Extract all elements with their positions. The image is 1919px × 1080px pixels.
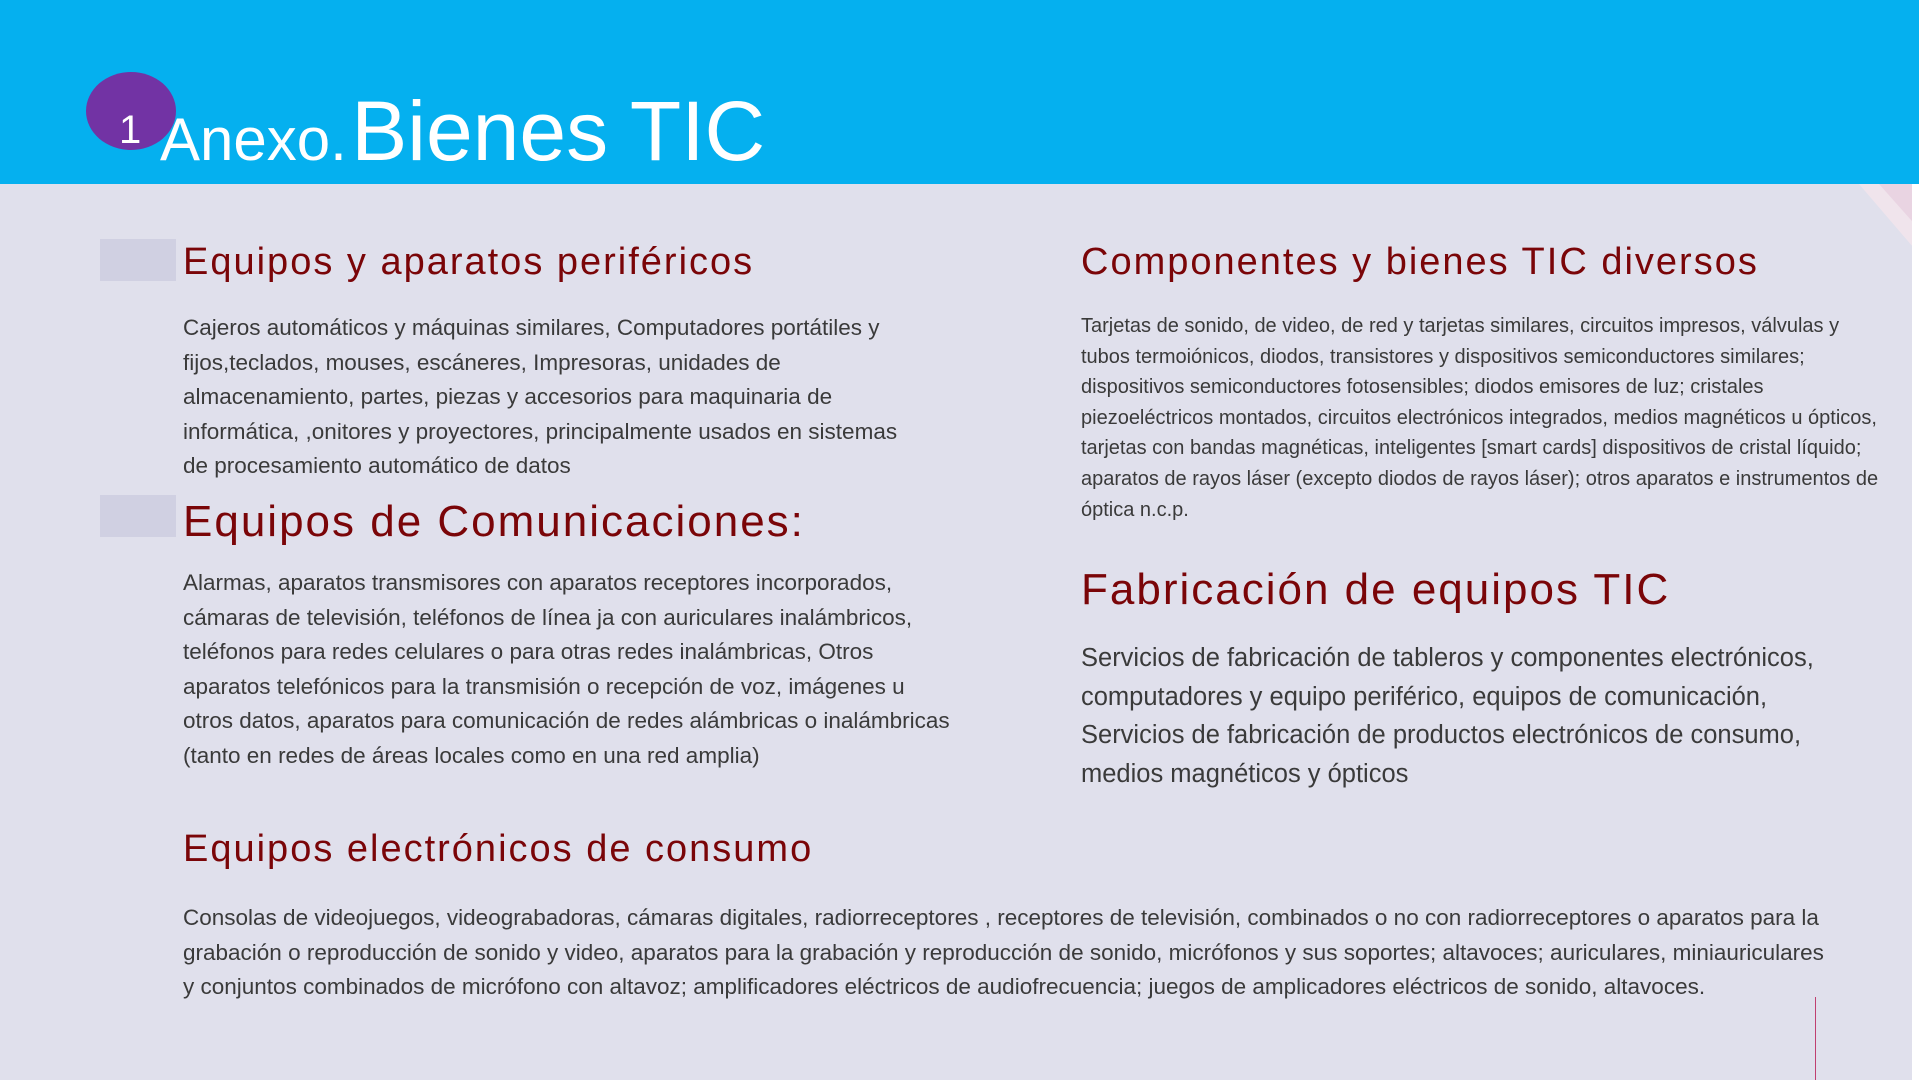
section-text-consumo: Consolas de videojuegos, videograbadoras, cámaras digitales, radiorreceptores , receptores de televisión, combinados o no con radiorreceptores o aparatos para la grabación o reproducción de sonido y video, aparatos para la grabación y reproducción de sonido, micrófonos y sus soportes; altavoces; auriculares, miniauriculares y conjuntos combinados de micrófono con altavoz; amplificadores eléctricos de audiofrecuencia; juegos de amplicadores eléctricos de sonido, altavoces.: [183, 905, 1824, 999]
bullet-box: [100, 239, 176, 281]
section-text-comunicaciones: Alarmas, aparatos transmisores con aparatos receptores incorporados, cámaras de televisión, teléfonos de línea ja con auriculares inalámbricos, teléfonos para redes celulares o para otras redes inalámbricas, Otros aparatos telefónicos para la transmisión o recepción de voz, imágenes u otros datos, aparatos para comunicación de redes alámbricas o inalámbricas (tanto en redes de áreas locales como en una red amplia): [183, 570, 950, 768]
title-prefix: Anexo.: [160, 106, 347, 173]
section-text-componentes: Tarjetas de sonido, de video, de red y tarjetas similares, circuitos impresos, válvulas y tubos termoiónicos, diodos, transistores y dispositivos semiconductores similares; dispositivos semiconductores fotosensibles; diodos emisores de luz; cristales piezoeléctricos montados, circuitos electrónicos integrados, medios magnéticos u ópticos, tarjetas con bandas magnéticas, inteligentes [smart cards] dispositivos de cristal líquido; aparatos de rayos láser (excepto diodos de rayos láser); otros aparatos e instrumentos de óptica n.c.p.: [1081, 315, 1879, 521]
section-heading-perifericos: Equipos y aparatos periféricos: [183, 241, 755, 283]
section-heading-comunicaciones: Equipos de Comunicaciones:: [183, 497, 805, 546]
right-edge: [1912, 184, 1919, 1080]
title-main: Bienes TIC: [351, 84, 766, 178]
bullet-box: [100, 495, 176, 537]
section-heading-fabricacion: Fabricación de equipos TIC: [1081, 565, 1671, 614]
corner-decoration: [1859, 184, 1919, 254]
section-heading-componentes: Componentes y bienes TIC diversos: [1081, 241, 1759, 283]
section-heading-consumo: Equipos electrónicos de consumo: [183, 828, 814, 870]
page-title: [160, 86, 765, 201]
divider-line: [1815, 997, 1816, 1080]
section-text-perifericos: Cajeros automáticos y máquinas similares, Computadores portátiles y fijos,teclados, mouses, escáneres, Impresoras, unidades de almacenamiento, partes, piezas y accesorios para maquinaria de informática, ,onitores y proyectores, principalmente usados en sistemas de procesamiento automático de datos: [183, 315, 898, 478]
section-text-fabricacion: Servicios de fabricación de tableros y componentes electrónicos, computadores y equipo periférico, equipos de comunicación, Servicios de fabricación de productos electrónicos de consumo, medios magnéticos y ópticos: [1081, 644, 1814, 788]
slide-number: 1: [119, 108, 142, 152]
